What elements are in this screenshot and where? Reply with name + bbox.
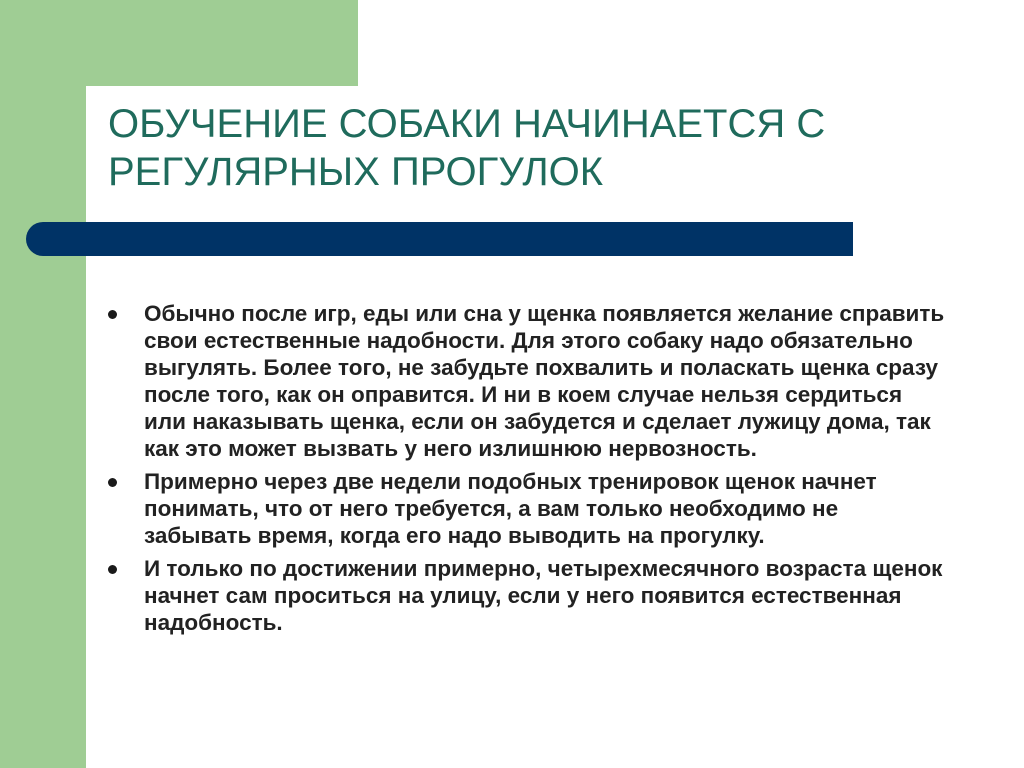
bullet-text: Примерно через две недели подобных тренировок щенок начнет понимать, что от него требуется, а вам только необходимо не забывать время, когда его надо выводить на прогулку. — [144, 469, 877, 548]
bullet-item — [108, 555, 948, 636]
bullet-text: И только по достижении примерно, четырехмесячного возраста щенок начнет сам проситься на улицу, если у него появится естественная надобность. — [144, 556, 943, 635]
bullet-item — [108, 300, 948, 462]
bullet-item — [108, 468, 948, 549]
bullet-text: Обычно после игр, еды или сна у щенка появляется желание справить свои естественные надобности. Для этого собаку надо обязательно выгулять. Более того, не забудьте похвалить и поласкать щенка сразу после того, как он оправится. И ни в коем случае нельзя сердиться или наказывать щенка, если он забудется и сделает лужицу дома, так как это может вызвать у него излишнюю нервозность. — [144, 301, 945, 461]
bullet-dot-icon — [108, 478, 117, 487]
top-green-corner — [86, 0, 358, 86]
left-green-strip — [0, 0, 86, 768]
slide-title: ОБУЧЕНИЕ СОБАКИ НАЧИНАЕТСЯ С РЕГУЛЯРНЫХ ПРОГУЛОК — [108, 102, 826, 194]
bullet-dot-icon — [108, 310, 117, 319]
title-divider-bar — [26, 222, 853, 256]
bullet-dot-icon — [108, 565, 117, 574]
bullet-list — [108, 300, 948, 642]
